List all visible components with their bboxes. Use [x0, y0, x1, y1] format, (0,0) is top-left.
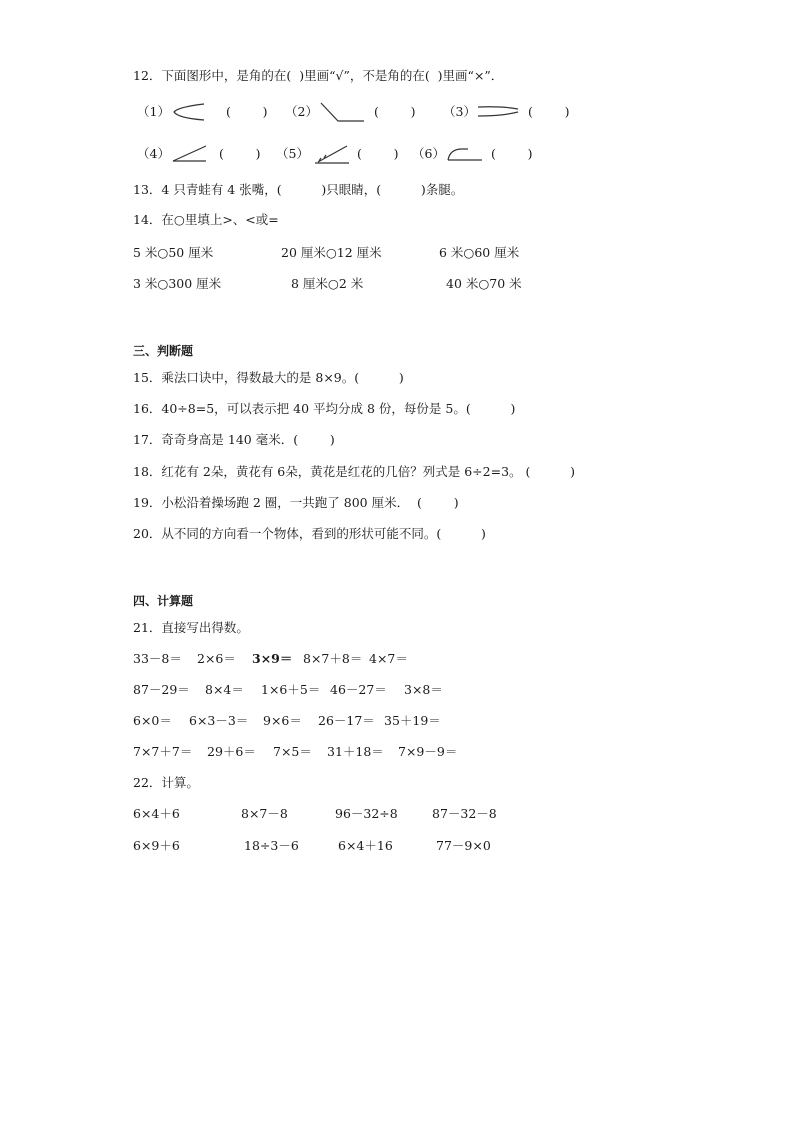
figure-3-open-lines [476, 104, 520, 120]
q21-expr: 29＋6＝ [207, 744, 256, 759]
q22-expr: 87－32－8 [432, 806, 497, 821]
q12-item-1-blank[interactable]: ( ) [226, 104, 268, 119]
question-19: 19．小松沿着操场跑 2 圈，一共跑了 800 厘米． ( ) [133, 495, 459, 510]
q12-item-5-blank[interactable]: ( ) [357, 146, 399, 161]
question-18: 18．红花有 2朵，黄花有 6朵，黄花是红花的几倍？列式是 6÷2=3。 ( ) [133, 464, 575, 479]
figure-6-curved-corner [446, 145, 484, 163]
q12-item-2-blank[interactable]: ( ) [374, 104, 416, 119]
q21-expr: 6×0＝ [133, 713, 172, 728]
figure-4-angle [170, 143, 210, 163]
q12-item-3-blank[interactable]: ( ) [528, 104, 570, 119]
question-21-text: 21．直接写出得数。 [133, 620, 249, 635]
q22-expr: 8×7－8 [241, 806, 288, 821]
q21-expr: 7×9－9＝ [398, 744, 458, 759]
q21-expr: 6×3－3＝ [189, 713, 249, 728]
q21-expr: 4×7＝ [369, 651, 408, 666]
q12-item-1-label: （1） [137, 104, 170, 119]
question-20: 20．从不同的方向看一个物体，看到的形状可能不同。( ) [133, 526, 486, 541]
q21-expr: 8×4＝ [205, 682, 244, 697]
q21-expr: 9×6＝ [263, 713, 302, 728]
question-12-text: 12．下面图形中，是角的在( )里画“√”，不是角的在( )里画“×”． [133, 68, 504, 83]
q12-item-6-blank[interactable]: ( ) [491, 146, 533, 161]
q21-expr: 8×7＋8＝ [303, 651, 363, 666]
question-15: 15．乘法口诀中，得数最大的是 8×9。( ) [133, 370, 404, 385]
q21-expr: 31＋18＝ [327, 744, 384, 759]
question-13-text: 13．4 只青蛙有 4 张嘴，( )只眼睛，( )条腿。 [133, 182, 464, 197]
q21-expr: 7×7＋7＝ [133, 744, 193, 759]
section-3-title: 三、判断题 [133, 344, 194, 358]
q21-expr: 3×8＝ [404, 682, 443, 697]
q12-item-6-label: （6） [412, 146, 445, 161]
q21-expr: 2×6＝ [197, 651, 236, 666]
q22-expr: 6×4＋16 [338, 838, 393, 853]
q12-item-5-label: （5） [276, 146, 309, 161]
figure-5-stepped-lines [313, 143, 351, 165]
q21-expr: 1×6＋5＝ [261, 682, 321, 697]
q21-expr: 35＋19＝ [384, 713, 441, 728]
q22-expr: 6×4＋6 [133, 806, 180, 821]
question-16: 16．40÷8=5，可以表示把 40 平均分成 8 份，每份是 5。( ) [133, 401, 516, 416]
q21-expr: 3×9＝ [252, 651, 293, 666]
q21-expr: 87－29＝ [133, 682, 190, 697]
q12-item-2-label: （2） [285, 104, 318, 119]
question-14-text: 14．在○里填上>、<或= [133, 212, 279, 227]
q21-expr: 7×5＝ [273, 744, 312, 759]
q12-item-4-blank[interactable]: ( ) [219, 146, 261, 161]
section-4-title: 四、计算题 [133, 594, 194, 608]
figure-2-angle [318, 100, 366, 126]
q22-expr: 18÷3－6 [244, 838, 299, 853]
q12-item-4-label: （4） [137, 146, 170, 161]
q21-expr: 33－8＝ [133, 651, 182, 666]
q14-row2-item3: 40 米○70 米 [446, 276, 522, 291]
q21-expr: 26－17＝ [318, 713, 375, 728]
q14-row1-item1: 5 米○50 厘米 [133, 245, 214, 260]
q22-expr: 77－9×0 [436, 838, 491, 853]
q22-expr: 6×9＋6 [133, 838, 180, 853]
question-22-text: 22．计算。 [133, 775, 199, 790]
figure-1-curved-lines [170, 101, 210, 123]
q14-row2-item2: 8 厘米○2 米 [291, 276, 364, 291]
q12-item-3-label: （3） [443, 104, 476, 119]
question-17: 17．奇奇身高是 140 毫米．( ) [133, 432, 335, 447]
q22-expr: 96－32÷8 [335, 806, 398, 821]
q14-row1-item2: 20 厘米○12 厘米 [281, 245, 382, 260]
q14-row2-item1: 3 米○300 厘米 [133, 276, 222, 291]
q14-row1-item3: 6 米○60 厘米 [439, 245, 520, 260]
q21-expr: 46－27＝ [330, 682, 387, 697]
